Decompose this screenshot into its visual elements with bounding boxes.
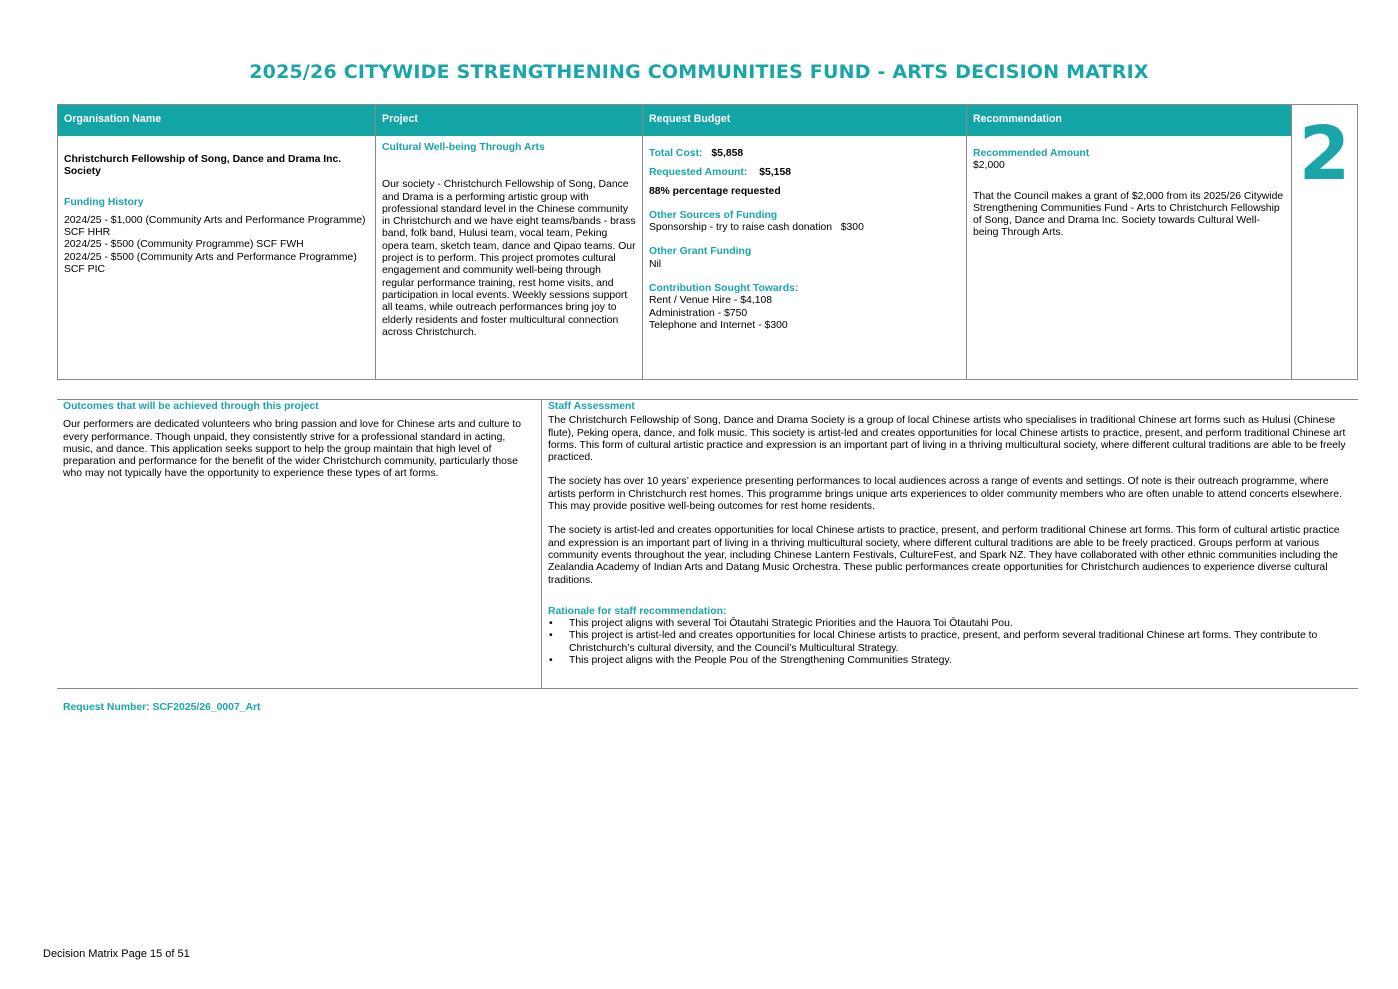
- recommendation-column: [967, 105, 1292, 379]
- percentage-requested: 88% percentage requested: [649, 185, 781, 197]
- rationale-item: • This project aligns with several Toi Ōtautahi Strategic Priorities and the Hauora Toi Ōtautahi Pou.: [548, 618, 1352, 630]
- page-footer: Decision Matrix Page 15 of 51: [43, 948, 190, 960]
- total-cost-value: $5,858: [711, 148, 744, 159]
- contribution-item: Administration - $750: [649, 307, 748, 319]
- decision-matrix-table: [57, 104, 1358, 380]
- requested-amount-row: [649, 167, 960, 179]
- contribution-item: Telephone and Internet - $300: [649, 319, 788, 331]
- other-sources-value: Sponsorship - try to raise cash donation $300: [649, 222, 864, 234]
- rationale-item: • This project aligns with the People Pou of the Strengthening Communities Strategy.: [548, 655, 1352, 667]
- outcomes-panel: [57, 400, 542, 688]
- other-grant-value: Nil: [649, 258, 662, 270]
- staff-assessment-paragraph: The society has over 10 years’ experience presenting performances to local audiences across a range of events and settings. Of note is their outreach programme, where artists perform in Christchurch rest homes. This programme brings unique arts experiences to older community members who are often unable to attend concerts elsewhere. This may provide positive well-being outcomes for rest home residents.: [548, 476, 1342, 513]
- request-number: Request Number: SCF2025/26_0007_Art: [63, 702, 261, 713]
- other-grant-label: Other Grant Funding: [649, 246, 752, 258]
- staff-assessment-panel: [542, 400, 1358, 688]
- staff-assessment-label: Staff Assessment: [548, 401, 635, 412]
- recommendation-header: Recommendation: [967, 105, 1291, 136]
- rationale-list: [548, 618, 1352, 667]
- organisation-header: Organisation Name: [58, 105, 375, 136]
- project-name: Cultural Well-being Through Arts: [382, 142, 545, 153]
- other-sources-label: Other Sources of Funding: [649, 209, 778, 221]
- project-header: Project: [376, 105, 642, 136]
- organisation-column: [58, 105, 376, 379]
- project-column: [376, 105, 643, 379]
- requested-amount-value: $5,158: [759, 167, 791, 179]
- recommended-amount-label: Recommended Amount: [973, 148, 1090, 159]
- outcomes-text: Our performers are dedicated volunteers who bring passion and love for Chinese arts and culture to every performance. Though unpaid, they consistently strive for a professional standard in acting, music, and dance. This application seeks support to help the group maintain that high level of preparation and performance for the benefit of the wider Christchurch community, particularly those who may not typically have the opportunity to experience these types of art forms.: [63, 419, 522, 480]
- contribution-label: Contribution Sought Towards:: [649, 283, 799, 295]
- requested-amount-label: Requested Amount:: [649, 167, 748, 179]
- project-description: Our society - Christchurch Fellowship of Song, Dance and Drama is a performing artistic group with professional standard level in the Chinese community in Christchurch and we have eight teams/bands - brass band, folk band, Hulusi team, vocal team, Peking opera team, sketch team, dance and Qipao teams. Our project is to perform. This project promotes cultural engagement and community well-being through regular performance training, rest home visits, and participation in local events. Weekly sessions support all teams, while outreach performances bring joy to elderly residents and foster multicultural connection across Christchurch.: [382, 179, 636, 338]
- budget-column: [643, 105, 967, 379]
- funding-history-item: 2024/25 - $500 (Community Arts and Performance Programme) SCF PIC: [64, 251, 357, 276]
- staff-assessment-paragraph: The society is artist-led and creates opportunities for local Chinese artists to practice, present, and perform traditional Chinese art forms. This form of cultural artistic practice and expression is an important part of living in a thriving multicultural society, where different cultural traditions are able to be freely practiced. Groups perform at various community events throughout the year, including Chinese Lantern Festivals, CultureFest, and Spark NZ. They have collaborated with other ethnic communities including the Zealandia Academy of Indian Arts and Datang Music Orchestra. These public performances create opportunities for Christchurch audiences to experience diverse cultural traditions.: [548, 525, 1340, 586]
- recommendation-text: That the Council makes a grant of $2,000 from its 2025/26 Citywide Strengthening Communities Fund - Arts to Christchurch Fellowship of Song, Dance and Drama Inc. Society towards Cultural Well-being Through Arts.: [973, 190, 1284, 239]
- total-cost-label: Total Cost:: [649, 148, 703, 159]
- item-number: 2: [1298, 111, 1351, 197]
- page-title: 2025/26 CITYWIDE STRENGTHENING COMMUNITIES FUND - ARTS DECISION MATRIX: [249, 61, 1149, 83]
- organisation-name: Christchurch Fellowship of Song, Dance and Drama Inc. Society: [64, 154, 342, 178]
- funding-history-label: Funding History: [64, 196, 144, 208]
- item-number-column: [1292, 105, 1357, 379]
- rationale-label: Rationale for staff recommendation:: [548, 605, 727, 617]
- outcomes-label: Outcomes that will be achieved through this project: [63, 401, 319, 412]
- staff-assessment-paragraph: The Christchurch Fellowship of Song, Dance and Drama Society is a group of local Chinese artists who specialises in traditional Chinese art forms such as Hulusi (Chinese flute), Peking opera, dance, and folk music. This society is artist-led and creates opportunities for local Chinese artists to practice, present, and perform traditional Chinese art forms. This form of cultural artistic practice and expression is an important part of living in a thriving multicultural society, where different cultural traditions are able to be freely practiced.: [548, 415, 1346, 464]
- rationale-item: • This project is artist-led and creates opportunities for local Chinese artists to practice, present, and perform several traditional Chinese art forms. They contribute to Christchurch’s cultural diversity, and the Council’s Multicultural Strategy.: [548, 630, 1352, 655]
- funding-history-item: 2024/25 - $1,000 (Community Arts and Performance Programme) SCF HHR: [64, 214, 366, 239]
- assessment-section: [57, 399, 1358, 689]
- recommended-amount-value: $2,000: [973, 160, 1005, 172]
- total-cost-row: [649, 148, 960, 160]
- budget-header: Request Budget: [643, 105, 966, 136]
- funding-history-item: 2024/25 - $500 (Community Programme) SCF FWH: [64, 239, 304, 251]
- contribution-item: Rent / Venue Hire - $4,108: [649, 295, 773, 307]
